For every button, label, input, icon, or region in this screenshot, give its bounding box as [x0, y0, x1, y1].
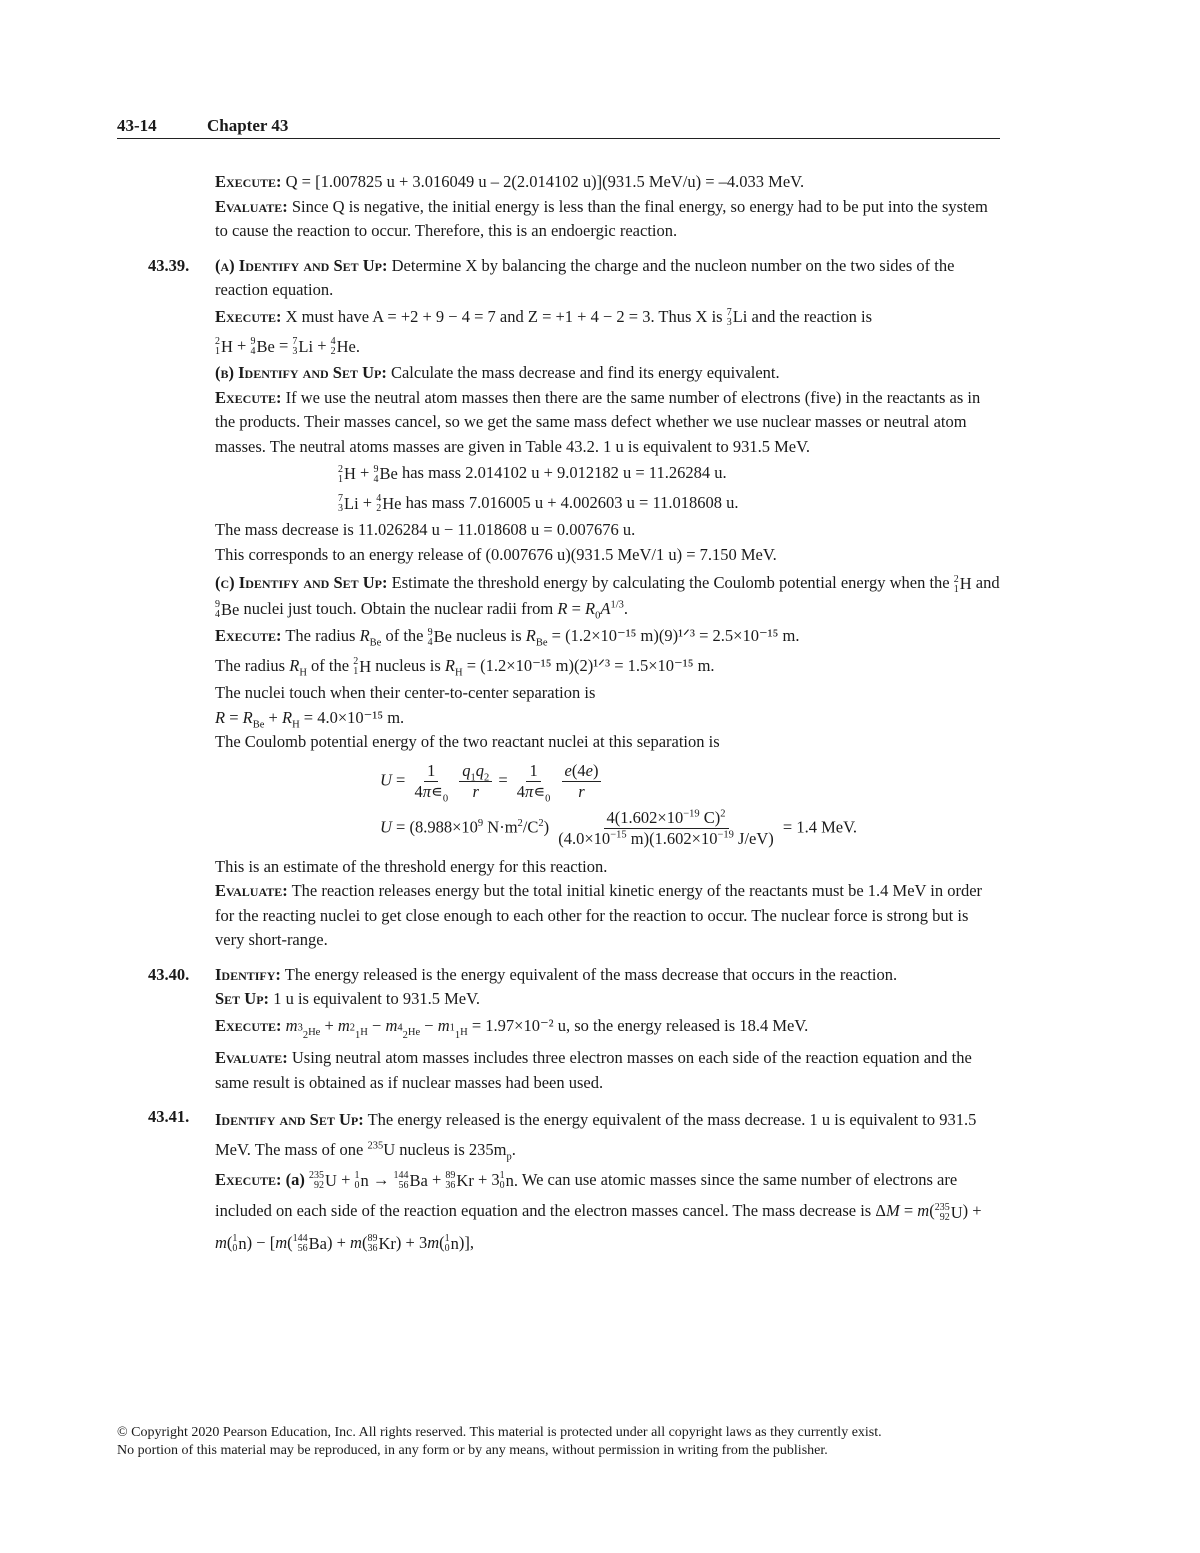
- part-a-label: (a) Identify and Set Up:: [215, 255, 388, 275]
- setup-label: Set Up:: [215, 989, 270, 1009]
- p40-execute: Execute: $m_{^3_2He} + m_{^2_1H} - m_{^4_2He} - m_{^1_1H} = 1.97\times 10^{-2}$ u, so the energy released is 18.4 MeV.: [215, 1015, 809, 1042]
- evaluate-label: Evaluate:: [215, 1048, 288, 1068]
- identify-label: Identify and Set Up:: [215, 1110, 364, 1130]
- carry-evaluate: [215, 195, 1000, 244]
- p41-identify: Identify and Set Up: The energy released is the energy equivalent of the mass decrease. 1 u is equivalent to 931.5 MeV. The mass of one $^{235}$U nucleus is $235m_p$.: [215, 1110, 977, 1163]
- p39-touch: The nuclei touch when their center-to-center separation is: [215, 683, 596, 703]
- p39-a-text: Determine X by balancing the charge and the nucleon number on the two sides of the reaction equation.: [215, 255, 955, 299]
- separation-value: = 4.0×10⁻¹⁵ m.: [303, 707, 405, 727]
- p39-c-text2: nuclei just touch. Obtain the nuclear radii from: [243, 598, 554, 618]
- p40-evaluate: [215, 1046, 1000, 1095]
- execute-label: Execute:: [215, 306, 282, 326]
- page-content: [148, 170, 1000, 1259]
- part-c-label: (c) Identify and Set Up:: [215, 573, 388, 593]
- p39-mass-decrease: The mass decrease is 11.026284 u − 11.018608 u = 0.007676 u.: [215, 520, 636, 540]
- p39-a-identify: [215, 254, 1000, 303]
- p40-setup-text: 1 u is equivalent to 931.5 MeV.: [273, 989, 481, 1009]
- problem-43-39: [148, 254, 1000, 953]
- execute-label: Execute:: [215, 172, 282, 191]
- isotope-li7: 7 3 Li: [726, 306, 748, 328]
- problem-number: 43.39.: [148, 255, 190, 275]
- coulomb-result: = 1.4 MeV.: [782, 817, 858, 837]
- p39-b-text: Calculate the mass decrease and find its energy equivalent.: [390, 363, 780, 383]
- p39-energy-release: This corresponds to an energy release of (0.007676 u)(931.5 MeV/1 u) = 7.150 MeV.: [215, 544, 777, 564]
- p39-coulomb-numeric: $U = (8.988\times 10^9$ $N\cdot m^2/C^2$) $\frac{4(1.602\times 10^{-19} C)^2}{(4.0\times 10^{-15} m)(1.602\times 10^{-19} J/eV)}$ = 1.4 MeV.: [380, 807, 858, 848]
- p39-a-execute: [215, 303, 1000, 332]
- p40-execute-tail: = 1.97×10⁻² u, so the energy released is 18.4 MeV.: [471, 1015, 809, 1035]
- copyright-footer: [117, 1424, 1017, 1460]
- carry-evaluate-text: Since Q is negative, the initial energy is less than the final energy, so energy had to be put into the system to cause the reaction to occur. Therefore, this is an endoergic reaction.: [215, 196, 988, 240]
- p39-b-identify: [215, 361, 1000, 386]
- evaluate-label: Evaluate:: [215, 196, 288, 216]
- identify-label: Identify:: [215, 964, 281, 984]
- copyright-line-1: © Copyright 2020 Pearson Education, Inc. All rights reserved. This material is protected under all copyright laws as they currently exist.: [117, 1425, 882, 1440]
- execute-label: Execute:: [215, 1015, 282, 1035]
- copyright-line-2: No portion of this material may be reproduced, in any form or by any means, without permission in writing from the publisher.: [117, 1443, 828, 1458]
- part-b-label: (b) Identify and Set Up:: [215, 363, 387, 383]
- p39-mass-products: 7 3 Li + 4 2 He has mass 7.016005 u + 4.002603 u = 11.018608 u.: [338, 492, 739, 515]
- p40-identify: [215, 963, 1000, 988]
- mass-reactants-text: has mass 2.014102 u + 9.012182 u = 11.26284 u.: [401, 463, 727, 483]
- p39-estimate: This is an estimate of the threshold energy for this reaction.: [215, 856, 608, 876]
- radius-be-value: = (1.2×10⁻¹⁵ m)(9)¹ᐟ³ = 2.5×10⁻¹⁵ m.: [551, 626, 800, 646]
- p40-identify-text: The energy released is the energy equivalent of the mass decrease that occurs in the reaction.: [284, 964, 898, 984]
- p41-execute-text: We can use atomic masses since the same number of electrons are included on each side of the reaction equation and the electron masses cancel. The mass decrease is: [215, 1170, 958, 1221]
- p39-c-radius-h: The radius $R_H$ of the 2 1 H nucleus is $R_H = (1.2\times 10^{-15}$ m)(2)¹ᐟ³ = 1.5×10⁻¹⁵ m.: [215, 655, 715, 679]
- carry-execute: [215, 170, 1000, 195]
- problem-43-40: [148, 963, 1000, 1096]
- p39-c-evaluate-text: The reaction releases energy but the total initial kinetic energy of the reactants must be 1.4 MeV in order for the reacting nuclei to get close enough to each other for the reaction to occur. The nuclear force is strong but is very short-range.: [215, 881, 983, 950]
- p41-identify-text: The energy released is the energy equivalent of the mass decrease. 1 u is equivalent to 931.5 MeV. The mass of one: [215, 1110, 977, 1160]
- execute-label: Execute:: [215, 1170, 282, 1190]
- p39-coulomb-intro: The Coulomb potential energy of the two reactant nuclei at this separation is: [215, 732, 720, 752]
- p41-execute: Execute: (a) 235 92 U + 1 0 n → 144 56 Ba + 89 36 Kr + 3 1 0 n. We can use atomic masses since the same number of electrons are included on each side of the reaction equation and the electron masses cancel. The mass decrease is ΔM = m( 235 92 U ) + m( 1 0 n ) − [m( 144 56 Ba ) + m( 89 36 Kr ) + 3m( 1 0 n )],: [215, 1170, 982, 1254]
- page-header: [117, 114, 1000, 139]
- p39-c-identify: (c) Identify and Set Up: Estimate the threshold energy by calculating the Coulomb potential energy when the 2 1 H and 9 4 Be nuclei just touch. Obtain the nuclear radii from $R = R_0A^{1/3}$.: [215, 573, 1000, 622]
- execute-label: Execute:: [215, 387, 282, 407]
- p40-evaluate-text: Using neutral atom masses includes three electron masses on each side of the reaction equation and the same result is obtained as if nuclear masses had been used.: [215, 1048, 972, 1092]
- p39-c-radius-be: Execute: The radius $R_{Be}$ of the 9 4 Be nucleus is $R_{Be} = (1.2\times 10^{-15}$ m)(9)¹ᐟ³ = 2.5×10⁻¹⁵ m.: [215, 626, 800, 649]
- p40-setup: [215, 987, 1000, 1012]
- p39-b-execute: [215, 386, 1000, 460]
- p39-c-evaluate: [215, 879, 1000, 953]
- radius-h-value: = (1.2×10⁻¹⁵ m)(2)¹ᐟ³ = 1.5×10⁻¹⁵ m.: [466, 655, 715, 675]
- execute-label: Execute:: [215, 626, 282, 646]
- p39-reaction-equation: 2 1 H + 9 4 Be = 7 3 Li + 4 2 He.: [215, 335, 360, 358]
- p41-identify-tail: nucleus is 235m: [399, 1140, 507, 1160]
- p39-a-exec-tail: and the reaction is: [751, 306, 873, 326]
- problem-number: 43.40.: [148, 964, 190, 984]
- evaluate-label: Evaluate:: [215, 881, 288, 901]
- problem-43-41: [148, 1105, 1000, 1259]
- p39-c-text1: Estimate the threshold energy by calculating the Coulomb potential energy when the: [391, 573, 950, 593]
- p39-b-exec-text: If we use the neutral atom masses then there are the same number of electrons (five) in the reactants as in the products. Their masses cancel, so we get the same mass defect whether we use nuclear masses or neutral atom masses. The neutral atoms masses are given in Table 43.2. 1 u is equivalent to 931.5 MeV.: [215, 387, 981, 456]
- carry-execute-text: Q = [1.007825 u + 3.016049 u – 2(2.014102 u)](931.5 MeV/u) = –4.033 MeV.: [285, 172, 805, 191]
- chapter-title: Chapter 43: [207, 116, 289, 135]
- page-number: 43-14: [117, 116, 157, 135]
- part-a-label: (a): [285, 1170, 305, 1190]
- p39-coulomb-formula: U = $\frac{1}{4\pi∊_0}$ $\frac{q_1q_2}{r}$ = $\frac{1}{4\pi∊_0}$ $\frac{e(4e)}{r}$: [215, 761, 1000, 802]
- p39-a-exec-text: X must have A = +2 + 9 − 4 = 7 and Z = +1 + 4 − 2 = 3. Thus X is: [285, 306, 723, 326]
- mass-products-text: has mass 7.016005 u + 4.002603 u = 11.018608 u.: [405, 492, 739, 512]
- p39-separation: $R = R_{Be} + R_H = 4.0\times 10^{-15}$ m.: [215, 707, 405, 731]
- p39-mass-reactants: 2 1 H + 9 4 Be has mass 2.014102 u + 9.012182 u = 11.26284 u.: [338, 463, 727, 485]
- problem-number: 43.41.: [148, 1107, 190, 1127]
